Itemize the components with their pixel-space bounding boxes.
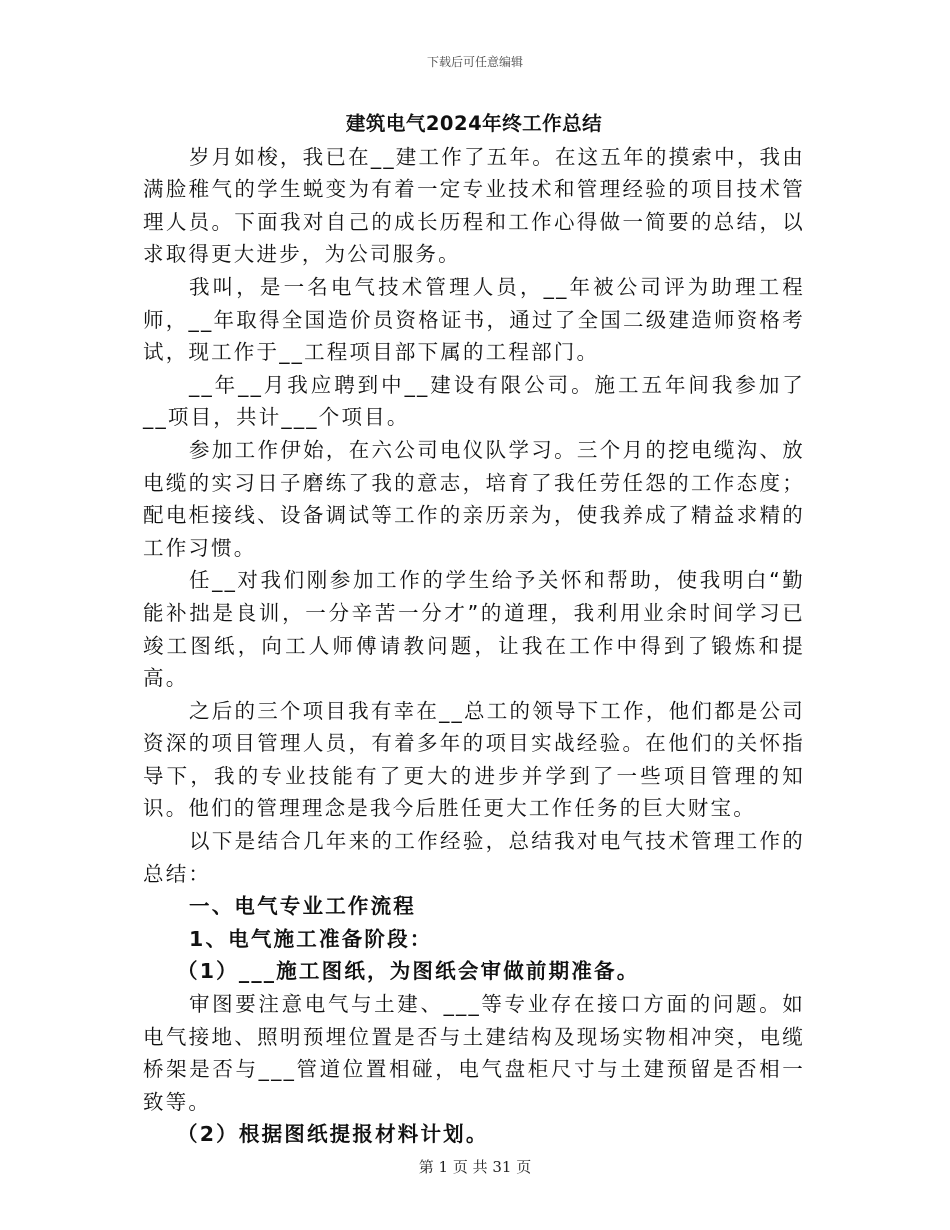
paragraph-summary-lead: 以下是结合几年来的工作经验，总结我对电气技术管理工作的总结： [143,829,805,886]
subsection-heading: 1、电气施工准备阶段： [189,926,433,951]
paragraph-profile: 我叫，是一名电气技术管理人员，__年被公司评为助理工程师，__年取得全国造价员资格证书，通过了全国二级建造师资格考试，现工作于__工程项目部下属的工程部门。 [143,274,805,365]
paragraph-employment: __年__月我应聘到中__建设有限公司。施工五年间我参加了__项目，共计___个项目。 [143,372,805,430]
paragraph-projects: 之后的三个项目我有幸在__总工的领导下工作，他们都是公司资深的项目管理人员，有着多年的项目实战经验。在他们的关怀指导下，我的专业技能有了更大的进步并学到了一些项目管理的知识。他们的管理理念是我今后胜任更大工作任务的巨大财宝。 [143,698,805,821]
document-body [143,108,805,1151]
item-body-1: 审图要注意电气与土建、___等专业存在接口方面的问题。如电气接地、照明预埋位置是否与土建结构及现场实物相冲突，电缆桥架是否与___管道位置相碰，电气盘柜尺寸与土建预留是否相一致等。 [143,992,805,1114]
page-number: 第 1 页 共 31 页 [418,1158,532,1176]
paragraph-intro: 岁月如梭，我已在__建工作了五年。在这五年的摸索中，我由满脸稚气的学生蜕变为有着一定专业技术和管理经验的项目技术管理人员。下面我对自己的成长历程和工作心得做一简要的总结，以求取得更大进步，为公司服务。 [143,144,805,267]
paragraph-beginning: 参加工作伊始，在六公司电仪队学习。三个月的挖电缆沟、放电缆的实习日子磨练了我的意志，培育了我任劳任怨的工作态度；配电柜接线、设备调试等工作的亲历亲为，使我养成了精益求精的工作习惯。 [143,437,805,560]
page-header-note: 下载后可任意编辑 [426,55,523,69]
paragraph-mentorship: 任__对我们刚参加工作的学生给予关怀和帮助，使我明白“勤能补拙是良训，一分辛苦一分才”的道理，我利用业余时间学习已竣工图纸，向工人师傅请教问题，让我在工作中得到了锻炼和提高。 [143,568,805,691]
section-heading: 一、电气专业工作流程 [189,894,416,919]
item-heading-1: （1）___施工图纸，为图纸会审做前期准备。 [177,959,640,984]
document-title: 建筑电气2024年终工作总结 [345,112,603,135]
item-heading-2: （2）根据图纸提报材料计划。 [177,1122,489,1147]
